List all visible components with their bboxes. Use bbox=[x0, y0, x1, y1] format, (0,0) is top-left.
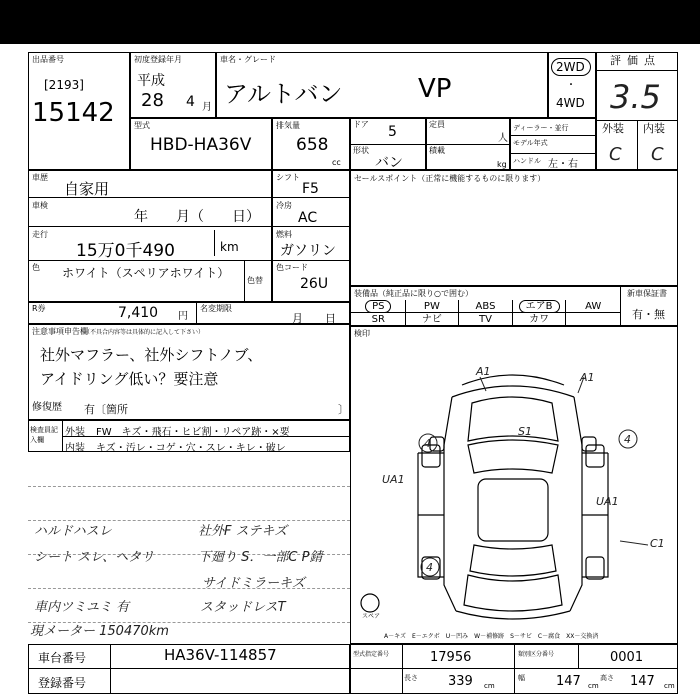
hw-mid4: スタッドレスT bbox=[200, 600, 286, 615]
height-unit: cm bbox=[664, 682, 675, 690]
type-value: 17956 bbox=[430, 650, 472, 665]
shaken-label: 車検 bbox=[32, 201, 48, 210]
notes-line1: 社外マフラー、社外シフトノブ、 bbox=[40, 346, 263, 364]
shape-value: バン bbox=[375, 155, 403, 171]
load-label: 積載 bbox=[429, 146, 445, 155]
reg-label: 初度登録年月 bbox=[134, 55, 182, 64]
width-unit: cm bbox=[588, 682, 599, 690]
car-diagram bbox=[352, 345, 676, 640]
mark-ua1-left: UA1 bbox=[382, 473, 405, 486]
equip-item-label: SR bbox=[371, 314, 385, 325]
name-change-value: 月 日 bbox=[292, 312, 336, 325]
name-label: 車名・グレード bbox=[220, 55, 276, 64]
mark-4-fl: 4 bbox=[424, 437, 431, 450]
repair-close: 〕 bbox=[338, 403, 349, 416]
ext-label: 外装 bbox=[602, 122, 624, 135]
cc-label: 排気量 bbox=[276, 121, 300, 130]
drive-2wd: 2WD bbox=[556, 60, 585, 74]
inspector-row2-head: 内装 bbox=[65, 443, 85, 454]
height-label: 高さ bbox=[600, 674, 614, 682]
car-name: アルトバン bbox=[224, 80, 343, 108]
grade: VP bbox=[418, 74, 452, 104]
owner-label: 車歴 bbox=[32, 173, 48, 182]
warranty-label: 新車保証書 bbox=[627, 289, 667, 298]
model-label: 型式 bbox=[134, 121, 150, 130]
dealer-label: ディーラー・並行 bbox=[513, 124, 569, 132]
mark-4-rl: 4 bbox=[426, 561, 433, 574]
int-label: 内装 bbox=[643, 122, 665, 135]
handle-label: ハンドル bbox=[513, 157, 541, 165]
ac-value: AC bbox=[298, 210, 318, 226]
length-value: 339 bbox=[448, 674, 473, 689]
notes-line2: アイドリング低い？要注意 bbox=[40, 370, 219, 388]
hw-left2: シート スレ、ヘタリ bbox=[34, 550, 155, 565]
equip-item-label: カワ bbox=[529, 314, 550, 325]
cap-label: 定員 bbox=[429, 120, 445, 129]
ext-grade: C bbox=[609, 144, 622, 165]
equip-item-label: ABS bbox=[475, 301, 496, 312]
mark-a1-left: A1 bbox=[476, 365, 491, 378]
equip-item-label: ナビ bbox=[421, 314, 442, 325]
hw-left4: 現メーター 150470km bbox=[30, 624, 169, 639]
shaken-value: 年 月（ 日） bbox=[134, 209, 260, 225]
diagram-label: 検印 bbox=[354, 329, 370, 338]
mark-a1-right: A1 bbox=[580, 371, 595, 384]
inspector-label: 検査員記入欄 bbox=[30, 426, 58, 444]
fuel-value: ガソリン bbox=[280, 243, 336, 259]
length-unit: cm bbox=[484, 682, 495, 690]
color-label: 色 bbox=[32, 263, 40, 272]
notes-label: 注意事項申告欄 bbox=[32, 327, 88, 336]
era: 平成 bbox=[137, 73, 165, 89]
top-black-bar bbox=[0, 0, 700, 44]
mark-s1: S1 bbox=[518, 425, 532, 438]
reg-month: 4 bbox=[186, 94, 195, 110]
height-value: 147 bbox=[630, 674, 655, 689]
sales-label: セールスポイント（正常に機能するものに限ります） bbox=[354, 174, 546, 183]
equip-item-label: PW bbox=[423, 301, 440, 312]
lot-number: 15142 bbox=[32, 98, 115, 128]
owner-value: 自家用 bbox=[64, 180, 110, 198]
equip-item-label: PS bbox=[365, 300, 391, 313]
regno-label: 登録番号 bbox=[38, 676, 87, 690]
name-change-label: 名変期限 bbox=[200, 304, 232, 313]
inspector-row1-head: 外装 bbox=[65, 427, 85, 438]
hw-mid1: 社外F ステキズ bbox=[198, 524, 288, 539]
cc-value: 658 bbox=[296, 135, 329, 155]
mark-c1: C1 bbox=[650, 537, 665, 550]
class-value: 0001 bbox=[610, 650, 644, 665]
equip-item-label: AW bbox=[585, 301, 602, 312]
warranty-value: 有・無 bbox=[632, 308, 665, 321]
recycle-value: 7,410 bbox=[118, 305, 159, 321]
cc-unit: cc bbox=[332, 158, 341, 167]
sales-box bbox=[350, 170, 678, 286]
equip-item-label: エアB bbox=[519, 300, 560, 313]
mark-ua1-right: UA1 bbox=[596, 495, 619, 508]
hw-left3: 車内ツミユミ 有 bbox=[34, 600, 130, 615]
width-value: 147 bbox=[556, 674, 581, 689]
reg-year: 28 bbox=[141, 90, 164, 111]
lot-label: 出品番号 bbox=[32, 55, 64, 64]
handle-value: 左・右 bbox=[548, 159, 578, 170]
month-unit: 月 bbox=[202, 102, 212, 113]
model-year-label: モデル年式 bbox=[513, 139, 548, 147]
cap-unit: 人 bbox=[498, 133, 508, 144]
fuel-label: 燃料 bbox=[276, 230, 292, 239]
color-code-label: 色コード bbox=[276, 263, 308, 272]
hw-mid3: サイドミラーキズ bbox=[202, 576, 305, 591]
shift-value: F5 bbox=[302, 181, 319, 197]
drive-dot: ・ bbox=[566, 80, 576, 91]
mileage-label: 走行 bbox=[32, 230, 48, 239]
class-label: 類別区分番号 bbox=[518, 651, 555, 658]
equip-item bbox=[352, 313, 406, 326]
score-value: 3.5 bbox=[610, 78, 661, 116]
drive-4wd: 4WD bbox=[556, 96, 585, 110]
chassis-value: HA36V-114857 bbox=[164, 646, 277, 664]
length-label: 長さ bbox=[404, 674, 418, 682]
mark-4-fr: 4 bbox=[624, 433, 631, 446]
ac-label: 冷房 bbox=[276, 201, 292, 210]
shift-label: シフト bbox=[276, 173, 300, 182]
score-label: 評価点 bbox=[610, 54, 661, 67]
hw-mid2: 下廻り S．一部C P錆 bbox=[198, 550, 323, 565]
repair-label: 修復歴 bbox=[32, 402, 62, 413]
chassis-label: 車台番号 bbox=[38, 651, 87, 665]
lot-sub: [2193] bbox=[44, 78, 84, 92]
inspector-row1: FW キズ・飛石・ヒビ割・リペア跡・×要 bbox=[96, 427, 290, 438]
inspector-row2: キズ・汚レ・コゲ・穴・スレ・キレ・破レ bbox=[96, 443, 286, 454]
width-label: 幅 bbox=[518, 674, 525, 682]
load-unit: kg bbox=[497, 160, 507, 169]
notes-sub: （不具合内容等は具体的に記入して下さい） bbox=[84, 329, 205, 336]
equip-item-label: TV bbox=[479, 314, 492, 325]
color-code-value: 26U bbox=[300, 276, 329, 292]
type-label: 型式指定番号 bbox=[353, 651, 390, 658]
spare-label: スペア bbox=[362, 613, 381, 620]
repair-value: 有〔箇所 bbox=[84, 403, 128, 416]
equip-item bbox=[566, 313, 620, 326]
door-label: ドア bbox=[353, 120, 369, 129]
int-grade: C bbox=[651, 144, 664, 165]
equip-item bbox=[459, 313, 513, 326]
mileage-unit: km bbox=[220, 240, 239, 254]
door-value: 5 bbox=[388, 124, 397, 140]
shape-label: 形状 bbox=[353, 146, 369, 155]
model-value: HBD-HA36V bbox=[150, 135, 252, 155]
recycle-label: R券 bbox=[32, 304, 46, 313]
equip-item bbox=[513, 313, 567, 326]
equip-label: 装備品（純正品に限り○で囲む） bbox=[354, 289, 473, 298]
diagram-legend: A－キズ E－エクボ U－凹み W－補修跡 S－サビ C－腐食 XX－交換済 bbox=[384, 633, 599, 640]
recycle-unit: 円 bbox=[178, 311, 188, 322]
equip-item bbox=[406, 313, 460, 326]
color-value: ホワイト（スペリアホワイト） bbox=[62, 266, 230, 280]
hw-left1: ハルドハスレ bbox=[34, 524, 112, 539]
mileage-value: 15万0千490 bbox=[76, 241, 175, 261]
color-change-label: 色替 bbox=[247, 276, 263, 285]
